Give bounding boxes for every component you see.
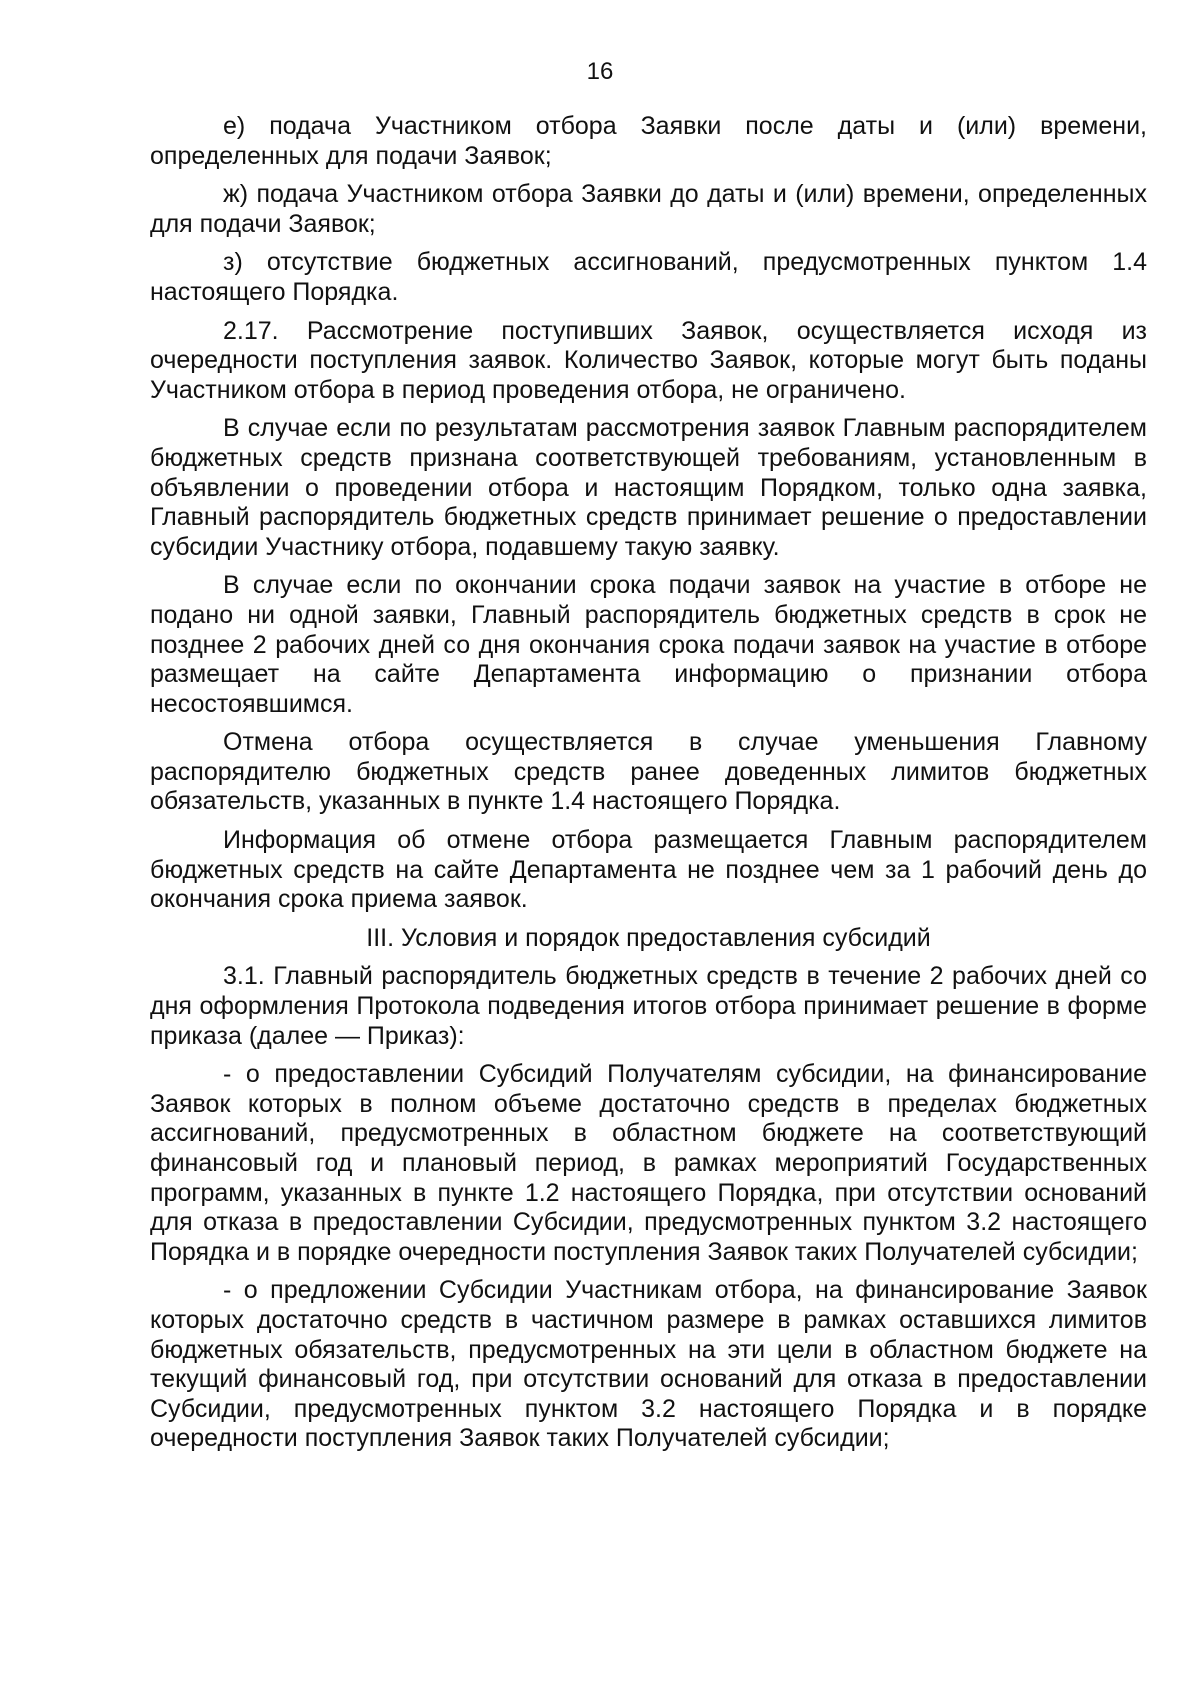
paragraph-offer: - о предложении Субсидии Участникам отбора, на финансирование Заявок которых достаточно средств в частичном размере в рамках оставшихся лимитов бюджетных обязательств, предусмотренных на эти цели в областном бюджете на текущий финансовый год, при отсутствии оснований для отказа в предоставлении Субсидии, предусмотренных пунктом 3.2 настоящего Порядка и в порядке очередности поступления Заявок таких Получателей субсидии; bbox=[150, 1276, 1147, 1453]
paragraph-single-application: В случае если по результатам рассмотрения заявок Главным распорядителем бюджетных средств признана соответствующей требованиям, установленным в объявлении о проведении отбора и настоящим Порядком, только одна заявка, Главный распорядитель бюджетных средств принимает решение о предоставлении субсидии Участнику отбора, подавшему такую заявку. bbox=[150, 414, 1147, 561]
paragraph-provision: - о предоставлении Субсидий Получателям субсидии, на финансирование Заявок которых в полном объеме достаточно средств в пределах бюджетных ассигнований, предусмотренных в областном бюджете на соответствующий финансовый год и плановый период, в рамках мероприятий Государственных программ, указанных в пункте 1.2 настоящего Порядка, при отсутствии оснований для отказа в предоставлении Субсидии, предусмотренных пунктом 3.2 настоящего Порядка и в порядке очередности поступления Заявок таких Получателей субсидии; bbox=[150, 1060, 1147, 1266]
paragraph-cancellation: Отмена отбора осуществляется в случае уменьшения Главному распорядителю бюджетных средств ранее доведенных лимитов бюджетных обязательств, указанных в пункте 1.4 настоящего Порядка. bbox=[150, 728, 1147, 816]
paragraph-no-applications: В случае если по окончании срока подачи заявок на участие в отборе не подано ни одной заявки, Главный распорядитель бюджетных средств в срок не позднее 2 рабочих дней со дня окончания срока подачи заявок на участие в отборе размещает на сайте Департамента информацию о признании отбора несостоявшимся. bbox=[150, 571, 1147, 718]
paragraph-3-1: 3.1. Главный распорядитель бюджетных средств в течение 2 рабочих дней со дня оформления Протокола подведения итогов отбора принимает решение в форме приказа (далее — Приказ): bbox=[150, 962, 1147, 1050]
paragraph-item-z: з) отсутствие бюджетных ассигнований, предусмотренных пунктом 1.4 настоящего Порядка. bbox=[150, 248, 1147, 306]
paragraph-item-e: е) подача Участником отбора Заявки после даты и (или) времени, определенных для подачи Заявок; bbox=[150, 112, 1147, 170]
section-heading: III. Условия и порядок предоставления субсидий bbox=[366, 923, 931, 952]
page-number: 16 bbox=[586, 58, 614, 85]
document-body bbox=[150, 112, 1147, 1463]
paragraph-cancellation-info: Информация об отмене отбора размещается Главным распорядителем бюджетных средств на сайте Департамента не позднее чем за 1 рабочий день до окончания срока приема заявок. bbox=[150, 826, 1147, 914]
paragraph-2-17: 2.17. Рассмотрение поступивших Заявок, осуществляется исходя из очередности поступления заявок. Количество Заявок, которые могут быть поданы Участником отбора в период проведения отбора, не ограничено. bbox=[150, 316, 1147, 404]
paragraph-item-zh: ж) подача Участником отбора Заявки до даты и (или) времени, определенных для подачи Заявок; bbox=[150, 180, 1147, 238]
